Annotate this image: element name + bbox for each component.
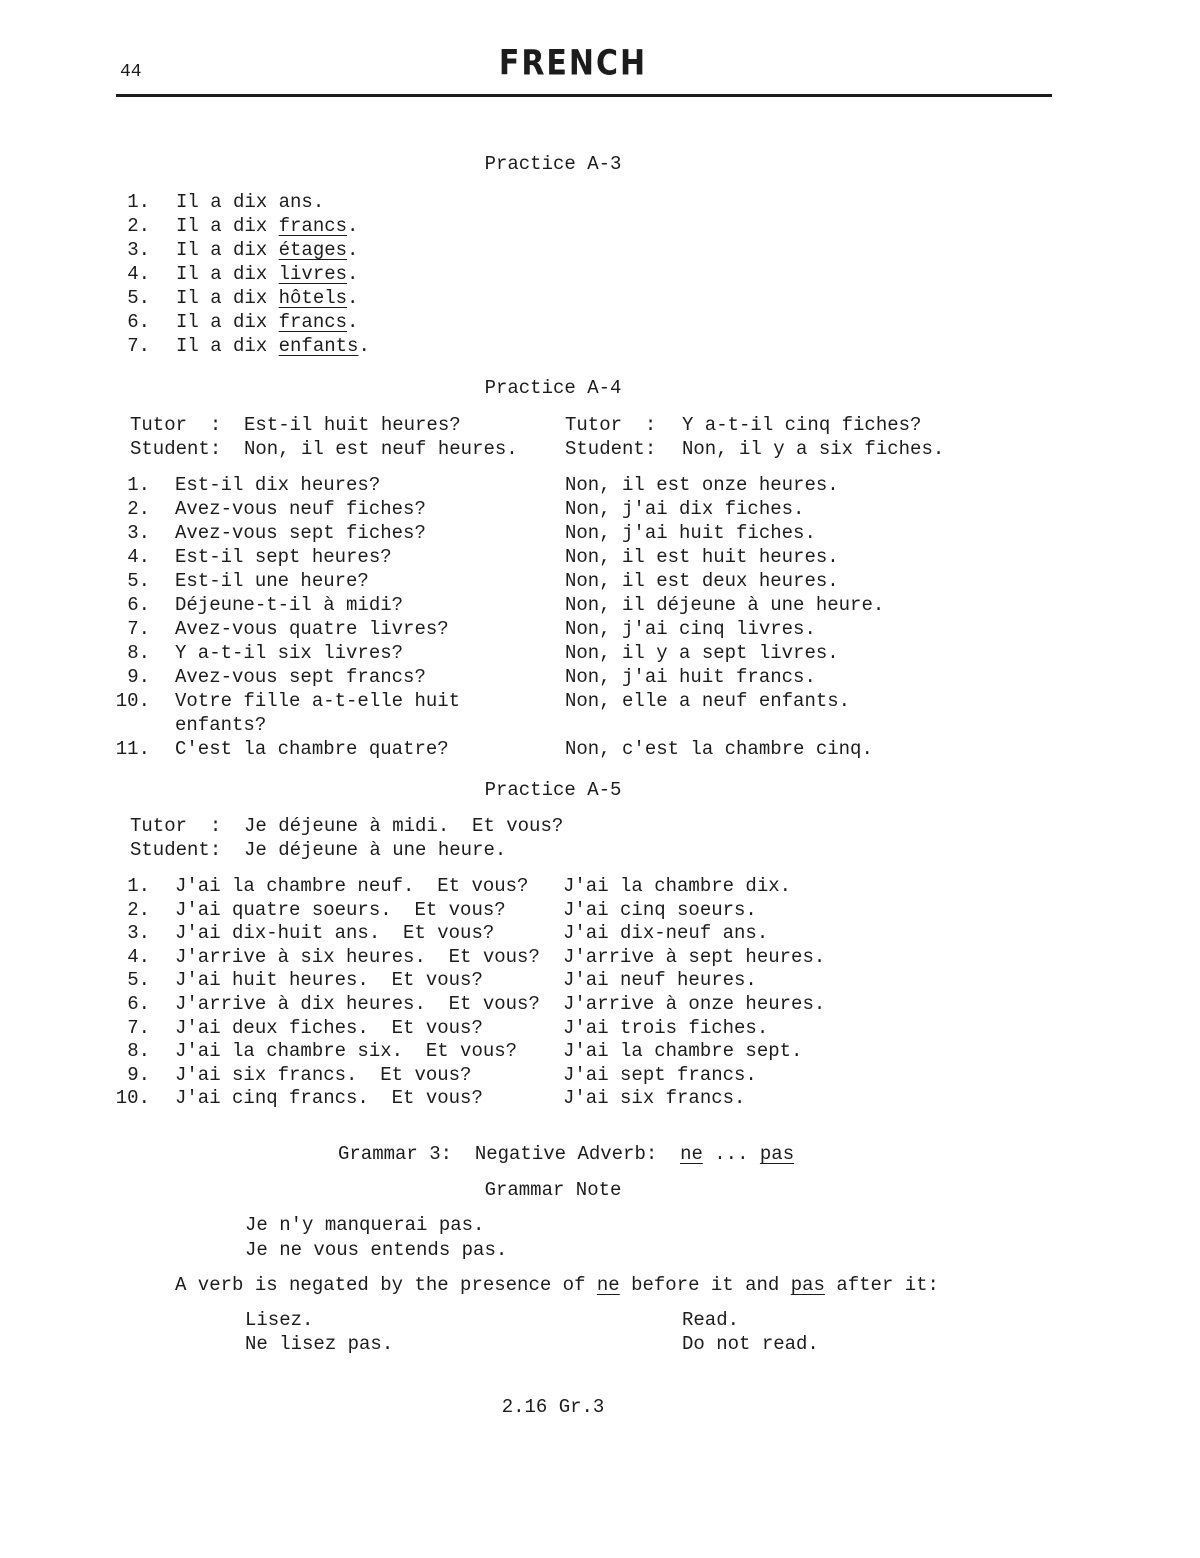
tutor-prompt: Je déjeune à midi. Et vous? <box>244 815 564 837</box>
item-number: 2. <box>127 215 150 237</box>
item-text: ans. <box>278 191 325 213</box>
grammar-heading-pas: pas <box>759 1143 795 1165</box>
grammar-rule-pas: pas <box>790 1274 825 1296</box>
question: Est-il une heure? <box>175 570 369 592</box>
item-text: Il a dix <box>176 311 279 333</box>
item-text: Il a dix <box>176 263 279 285</box>
grammar-english: Read. <box>682 1309 740 1331</box>
grammar-heading-dots: ... <box>702 1143 760 1165</box>
student-response: Non, il est neuf heures. <box>244 438 518 460</box>
tutor-label: Tutor : <box>565 414 657 436</box>
item-number: 2. <box>127 898 150 921</box>
running-title: FRENCH <box>498 43 648 84</box>
statement: J'ai deux fiches. Et vous? <box>175 1016 483 1039</box>
practice-a3-item <box>176 310 358 334</box>
item-text: Il a dix <box>176 287 279 309</box>
underlined-word: étages <box>278 239 348 261</box>
underlined-word: hôtels <box>278 287 348 309</box>
question: Déjeune-t-il à midi? <box>175 594 404 616</box>
practice-a3-item <box>176 238 358 262</box>
grammar-french: Lisez. <box>245 1309 314 1331</box>
item-number: 3. <box>127 922 150 945</box>
practice-a3-item <box>176 262 358 286</box>
answer: Non, il est deux heures. <box>565 570 839 592</box>
statement: J'arrive à six heures. Et vous? <box>175 945 540 968</box>
answer: Non, j'ai huit francs. <box>565 666 816 688</box>
item-text: Il a dix <box>176 335 279 357</box>
grammar-rule-text: A verb is negated by the presence of <box>175 1274 597 1296</box>
response: J'arrive à sept heures. <box>563 945 826 968</box>
grammar-rule-text: after it: <box>824 1274 939 1296</box>
grammar-example: Je ne vous entends pas. <box>245 1239 508 1261</box>
answer: Non, elle a neuf enfants. <box>565 690 851 712</box>
tutor-label: Tutor : <box>130 414 222 436</box>
answer: Non, c'est la chambre cinq. <box>565 738 873 760</box>
question: Votre fille a-t-elle huit enfants? <box>175 690 461 736</box>
item-text: . <box>347 311 359 333</box>
item-number: 4. <box>127 546 150 568</box>
item-text: . <box>347 263 359 285</box>
header-rule <box>116 94 1052 97</box>
item-text: Il a dix <box>176 191 279 213</box>
practice-a4-title: Practice A-4 <box>484 377 622 399</box>
item-number: 7. <box>127 618 150 640</box>
practice-a3-item <box>176 334 370 358</box>
item-number: 6. <box>127 594 150 616</box>
response: J'ai sept francs. <box>563 1063 757 1086</box>
question: Avez-vous neuf fiches? <box>175 498 426 520</box>
answer: Non, il y a sept livres. <box>565 642 839 664</box>
student-label: Student: <box>565 438 657 460</box>
item-number: 6. <box>127 311 150 333</box>
grammar-french: Ne lisez pas. <box>245 1333 394 1355</box>
question: Y a-t-il six livres? <box>175 642 404 664</box>
item-number: 10. <box>115 690 150 712</box>
item-number: 5. <box>127 570 150 592</box>
grammar-english: Do not read. <box>682 1333 819 1355</box>
item-text: . <box>347 215 359 237</box>
grammar-heading-ne: ne <box>680 1143 703 1165</box>
item-number: 8. <box>127 1040 150 1063</box>
item-text: Il a dix <box>176 215 279 237</box>
practice-a3-item <box>176 286 358 310</box>
item-number: 4. <box>127 263 150 285</box>
tutor-prompt: Y a-t-il cinq fiches? <box>682 414 922 436</box>
item-number: 8. <box>127 642 150 664</box>
item-number: 2. <box>127 498 150 520</box>
grammar-rule <box>175 1273 939 1297</box>
question: C'est la chambre quatre? <box>175 738 449 760</box>
item-number: 3. <box>127 239 150 261</box>
item-number: 6. <box>127 993 150 1015</box>
answer: Non, j'ai cinq livres. <box>565 618 816 640</box>
statement: J'ai quatre soeurs. Et vous? <box>175 898 506 921</box>
item-number: 1. <box>127 875 150 897</box>
page-footer-code: 2.16 Gr.3 <box>501 1396 605 1418</box>
item-number: 9. <box>127 666 150 688</box>
response: J'ai la chambre dix. <box>563 875 792 897</box>
statement: J'ai six francs. Et vous? <box>175 1063 472 1086</box>
item-number: 7. <box>127 335 150 357</box>
response: J'ai neuf heures. <box>563 969 757 992</box>
item-number: 5. <box>127 287 150 309</box>
statement: J'arrive à dix heures. Et vous? <box>175 993 540 1015</box>
practice-a3-item <box>176 190 324 214</box>
response: J'ai cinq soeurs. <box>563 898 757 921</box>
item-number: 1. <box>127 191 150 213</box>
answer: Non, j'ai huit fiches. <box>565 522 816 544</box>
practice-a5-title: Practice A-5 <box>484 779 622 801</box>
question: Avez-vous sept fiches? <box>175 522 426 544</box>
tutor-prompt: Est-il huit heures? <box>244 414 461 436</box>
underlined-word: livres <box>278 263 348 285</box>
practice-a3-item <box>176 214 358 238</box>
student-label: Student: <box>130 438 222 460</box>
statement: J'ai huit heures. Et vous? <box>175 969 483 992</box>
answer: Non, il est onze heures. <box>565 474 839 496</box>
question: Avez-vous sept francs? <box>175 666 426 688</box>
answer: Non, il déjeune à une heure. <box>565 594 885 616</box>
grammar-example: Je n'y manquerai pas. <box>245 1214 485 1236</box>
item-number: 1. <box>127 474 150 496</box>
item-text: . <box>347 287 359 309</box>
grammar-heading <box>338 1142 794 1166</box>
item-text: Il a dix <box>176 239 279 261</box>
item-number: 3. <box>127 522 150 544</box>
practice-a3-title: Practice A-3 <box>484 153 622 175</box>
item-number: 10. <box>115 1087 150 1110</box>
response: J'ai la chambre sept. <box>563 1040 803 1063</box>
question: Avez-vous quatre livres? <box>175 618 449 640</box>
item-number: 5. <box>127 969 150 992</box>
response: J'ai dix-neuf ans. <box>563 922 769 945</box>
grammar-note-title: Grammar Note <box>484 1179 622 1201</box>
answer: Non, j'ai dix fiches. <box>565 498 805 520</box>
statement: J'ai la chambre six. Et vous? <box>175 1040 518 1063</box>
item-text: . <box>358 335 370 357</box>
grammar-rule-ne: ne <box>596 1274 620 1296</box>
item-number: 4. <box>127 945 150 968</box>
statement: J'ai cinq francs. Et vous? <box>175 1087 483 1110</box>
page-number: 44 <box>120 62 142 82</box>
item-number: 7. <box>127 1016 150 1039</box>
item-number: 11. <box>115 738 150 760</box>
response: J'ai six francs. <box>563 1087 746 1110</box>
response: J'ai trois fiches. <box>563 1016 769 1039</box>
student-response: Je déjeune à une heure. <box>244 839 507 861</box>
item-number: 9. <box>127 1063 150 1086</box>
response: J'arrive à onze heures. <box>563 993 826 1015</box>
answer: Non, il est huit heures. <box>565 546 839 568</box>
grammar-heading-prefix: Grammar 3: Negative Adverb: <box>338 1143 681 1165</box>
underlined-word: francs <box>278 311 348 333</box>
statement: J'ai dix-huit ans. Et vous? <box>175 922 495 945</box>
grammar-rule-text: before it and <box>619 1274 791 1296</box>
underlined-word: enfants <box>278 335 359 357</box>
question: Est-il sept heures? <box>175 546 392 568</box>
student-label: Student: <box>130 839 222 861</box>
student-response: Non, il y a six fiches. <box>682 438 945 460</box>
item-text: . <box>347 239 359 261</box>
tutor-label: Tutor : <box>130 815 222 837</box>
question: Est-il dix heures? <box>175 474 381 496</box>
underlined-word: francs <box>278 215 348 237</box>
statement: J'ai la chambre neuf. Et vous? <box>175 875 529 897</box>
